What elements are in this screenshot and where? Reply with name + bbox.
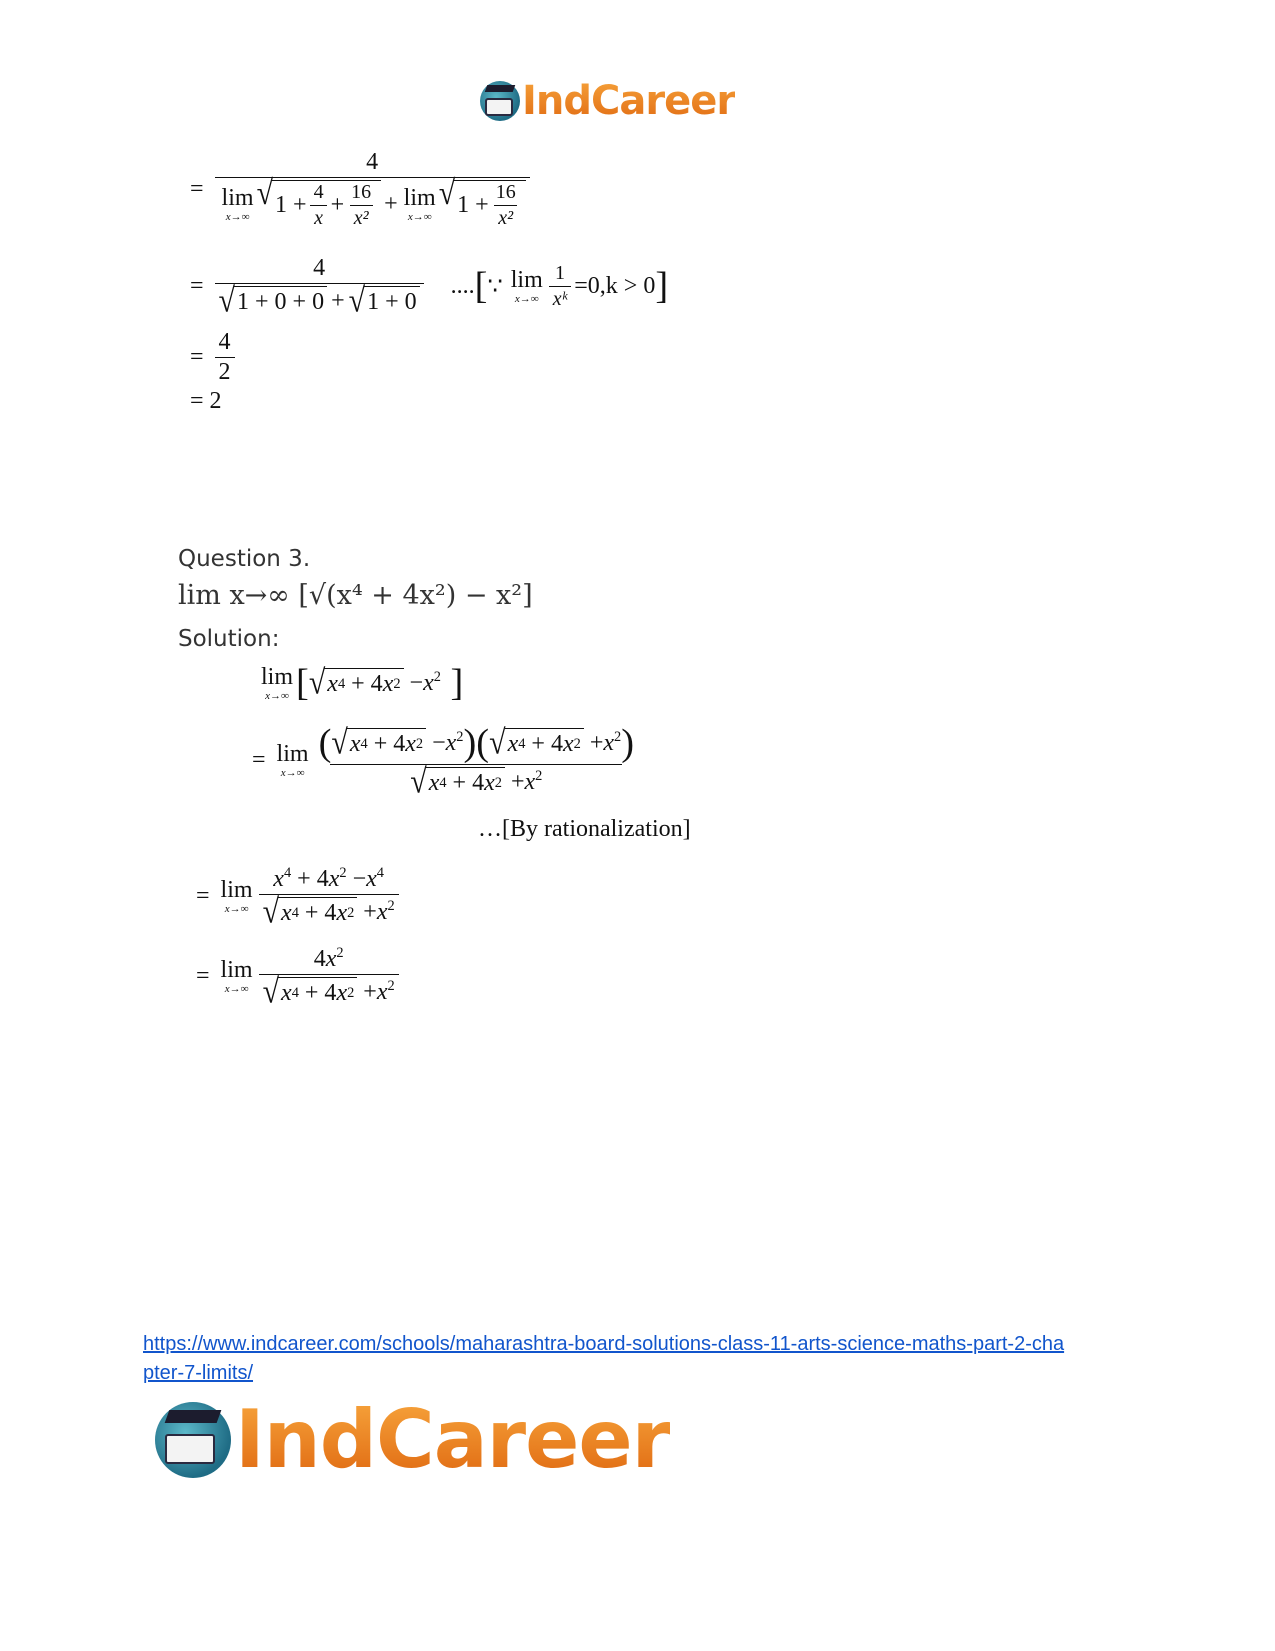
step-2: = 4 √ 1 + 0 + 0 + √ 1 + 0 .... [ ∵ lim x→∞ $\frac{1}{\text{xᵏ}}$ =0,k > 0 ]: [190, 255, 669, 320]
solution-label: Solution:: [178, 626, 280, 652]
step-4-result: = 2: [190, 388, 222, 414]
solution-step-3: = lim x→∞ $x^4 + 4x^2 -x^4$ √ x 4 + 4 x 2 $+x^2$: [196, 866, 402, 927]
footer-logo: [155, 1393, 671, 1486]
solution-step-4: = lim x→∞ $4x^2$ √ x 4 + 4 x 2 $+x^2$: [196, 946, 402, 1007]
solution-step-1: lim x→∞ [ √ x 4 + 4 x 2 $-x^2$ ]: [261, 662, 464, 704]
step-3: = $\frac{4}{2}$: [190, 330, 238, 385]
footer-logo-text: IndCareer: [235, 1393, 671, 1486]
solution-step-2: = lim x→∞ ( √ x 4 + 4 x 2 $-x^2$ ) ( √ x 4 + 4 x 2 $+x^2$ ) √ x 4 + 4 x 2 $+x^2$: [252, 722, 635, 801]
question-expression: lim x→∞ [√(x⁴ + 4x²) − x²]: [178, 580, 533, 611]
question-title: Question 3.: [178, 546, 311, 572]
step-1: = 4 lim x→∞ √ 1 + $\frac{4}{x}$ + $\frac{16}{\text{x²}}$ + lim x→∞ √ 1 + $\frac{16}{\text{x²}}$: [190, 150, 533, 229]
header-logo: [480, 78, 735, 124]
header-logo-text: IndCareer: [522, 78, 736, 124]
graduation-cap-book-icon: [155, 1402, 231, 1478]
source-link[interactable]: https://www.indcareer.com/schools/maharashtra-board-solutions-class-11-arts-science-maths-part-2-chapter-7-limits/: [143, 1333, 1065, 1384]
graduation-cap-book-icon: [480, 81, 520, 121]
rationalization-note: …[By rationalization]: [478, 816, 691, 842]
